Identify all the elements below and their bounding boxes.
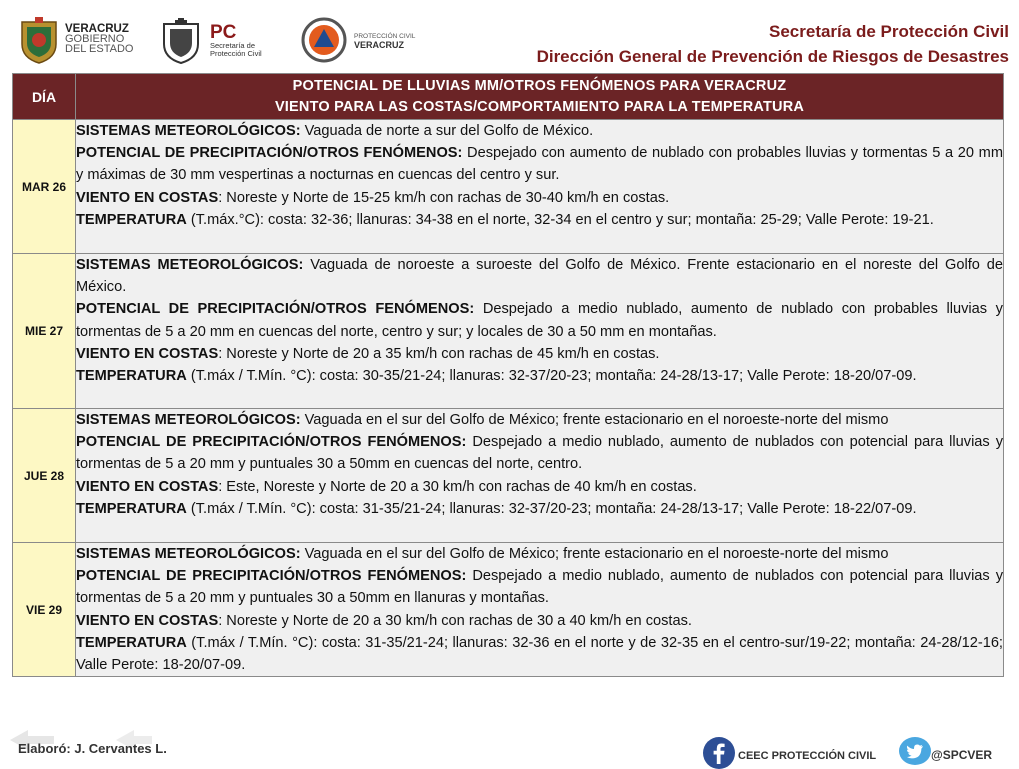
pc-line1: Secretaría de: [210, 41, 256, 50]
table-row: [13, 120, 1004, 254]
pcv-line2: VERACRUZ: [354, 40, 405, 50]
column-header-line2: VIENTO PARA LAS COSTAS/COMPORTAMIENTO PARA LA TEMPERATURA: [274, 98, 805, 115]
column-header-forecast: [76, 74, 1004, 120]
potencial-label: POTENCIAL DE PRECIPITACIÓN/OTROS FENÓMENOS:: [76, 301, 475, 318]
sistemas-text: Vaguada de noroeste a suroeste del Golfo de México. Frente estacionario en el noreste del Golfo de México.: [76, 257, 1003, 296]
forecast-cell: [76, 120, 1004, 254]
potencial-label: POTENCIAL DE PRECIPITACIÓN/OTROS FENÓMENOS:: [76, 434, 467, 451]
viento-text: : Noreste y Norte de 20 a 30 km/h con rachas de 30 a 40 km/h en costas.: [218, 612, 692, 629]
forecast-table: [12, 73, 1004, 677]
temperatura-label: TEMPERATURA: [76, 500, 187, 517]
temperatura-paragraph: [76, 209, 1003, 231]
forecast-cell: [76, 543, 1004, 677]
gobierno-line3: DEL ESTADO: [65, 43, 134, 55]
forecast-cell: [76, 254, 1004, 409]
potencial-text: Despejado a medio nublado, aumento de nublado con probables lluvias y tormentas de 5 a 20 mm en cuencas del norte, centro y sur; y locales de 30 a 50 mm en montañas.: [76, 301, 1003, 340]
viento-label: VIENTO EN COSTAS: [76, 478, 219, 495]
pc-logo: [160, 16, 280, 68]
temperatura-label: TEMPERATURA: [76, 368, 187, 385]
gobierno-line1: VERACRUZ: [65, 23, 129, 35]
civil-protection-triangle-icon: [300, 16, 348, 64]
gobierno-text: [65, 24, 133, 54]
temperatura-text: (T.máx / T.Mín. °C): costa: 31-35/21-24; llanuras: 32-36 en el norte y de 32-35 en el centro-sur/19-22; montaña: 24-28/12-16; Valle Perote: 18-20/07-09.: [76, 634, 1003, 674]
pc-line2: Protección Civil: [210, 49, 262, 58]
temperatura-text: (T.máx / T.Mín. °C): costa: 31-35/21-24; llanuras: 32-37/20-23; montaña: 24-28/13-17; Valle Perote: 18-22/07-09.: [186, 500, 917, 517]
pc-abbrev: PC: [210, 22, 237, 43]
temperatura-paragraph: [76, 365, 1003, 387]
elaboro-credit: Elaboró: J. Cervantes L.: [18, 741, 167, 756]
column-header-line1: POTENCIAL DE LLUVIAS MM/OTROS FENÓMENOS PARA VERACRUZ: [292, 77, 787, 94]
viento-label: VIENTO EN COSTAS: [76, 612, 219, 629]
sistemas-text: Vaguada de norte a sur del Golfo de México.: [300, 123, 594, 139]
sistemas-paragraph: [76, 120, 1003, 142]
coat-of-arms-icon: [18, 16, 60, 64]
column-header-day: DÍA: [13, 74, 76, 120]
potencial-text: Despejado con aumento de nublado con probables lluvias y tormentas 5 a 20 mm y máximas de 30 mm vespertinas a nocturnas en cuencas del centro y sur.: [76, 145, 1003, 184]
page-subtitle: Dirección General de Prevención de Riesgos de Desastres: [536, 47, 1009, 66]
pc-shield-icon: [160, 16, 202, 64]
page-title: Secretaría de Protección Civil: [769, 22, 1009, 41]
potencial-label: POTENCIAL DE PRECIPITACIÓN/OTROS FENÓMENOS:: [76, 568, 467, 585]
facebook-label[interactable]: CEEC PROTECCIÓN CIVIL: [738, 750, 877, 762]
temperatura-text: (T.máx / T.Mín. °C): costa: 30-35/21-24; llanuras: 32-37/20-23; montaña: 24-28/13-17; Valle Perote: 18-20/07-09.: [186, 368, 917, 385]
sistemas-paragraph: [76, 254, 1003, 298]
table-row: [13, 254, 1004, 409]
pc-veracruz-logo: [300, 16, 420, 68]
viento-text: : Noreste y Norte de 20 a 35 km/h con rachas de 45 km/h en costas.: [218, 345, 660, 362]
pc-text: [210, 24, 262, 58]
potencial-text: Despejado a medio nublado, aumento de nublados con potencial para lluvias y tormentas de 5 a 20 mm y puntuales 30 a 50mm en llanuras y montañas.: [76, 568, 1003, 607]
sistemas-label: SISTEMAS METEOROLÓGICOS:: [76, 123, 301, 139]
day-cell: MIE 27: [13, 254, 76, 409]
temperatura-paragraph: [76, 632, 1003, 676]
viento-paragraph: [76, 343, 1003, 365]
viento-label: VIENTO EN COSTAS: [76, 189, 219, 206]
pcv-text: [354, 33, 415, 49]
day-cell: VIE 29: [13, 543, 76, 677]
temperatura-label: TEMPERATURA: [76, 211, 187, 228]
potencial-paragraph: [76, 431, 1003, 475]
potencial-paragraph: [76, 565, 1003, 609]
viento-paragraph: [76, 187, 1003, 209]
viento-text: : Este, Noreste y Norte de 20 a 30 km/h con rachas de 40 km/h en costas.: [218, 478, 697, 495]
facebook-icon[interactable]: [703, 737, 735, 769]
sistemas-paragraph: [76, 543, 1003, 565]
twitter-icon[interactable]: [899, 737, 931, 765]
potencial-label: POTENCIAL DE PRECIPITACIÓN/OTROS FENÓMENOS:: [76, 145, 463, 162]
temperatura-paragraph: [76, 498, 1003, 520]
pcv-line1: PROTECCIÓN CIVIL: [354, 33, 416, 40]
sistemas-label: SISTEMAS METEOROLÓGICOS:: [76, 412, 301, 428]
twitter-label[interactable]: @SPCVER: [931, 748, 993, 762]
table-header-row: [13, 74, 1004, 120]
forecast-cell: [76, 409, 1004, 543]
viento-paragraph: [76, 610, 1003, 632]
table-row: [13, 543, 1004, 677]
day-cell: MAR 26: [13, 120, 76, 254]
viento-text: : Noreste y Norte de 15-25 km/h con rachas de 30-40 km/h en costas.: [218, 189, 670, 206]
potencial-paragraph: [76, 298, 1003, 342]
potencial-text: Despejado a medio nublado, aumento de nublados con potencial para lluvias y tormentas de 5 a 20 mm y puntuales 30 a 50mm en cuencas del norte, centro.: [76, 434, 1003, 473]
sistemas-label: SISTEMAS METEOROLÓGICOS:: [76, 257, 304, 273]
header-titles: [537, 19, 1009, 69]
sistemas-paragraph: [76, 409, 1003, 431]
day-cell: JUE 28: [13, 409, 76, 543]
potencial-paragraph: [76, 142, 1003, 186]
viento-label: VIENTO EN COSTAS: [76, 345, 219, 362]
gobierno-line2: GOBIERNO: [65, 33, 125, 45]
sistemas-text: Vaguada en el sur del Golfo de México; frente estacionario en el noroeste-norte del mismo: [300, 546, 889, 562]
sistemas-text: Vaguada en el sur del Golfo de México; frente estacionario en el noroeste-norte del mismo: [300, 412, 889, 428]
page-header: [0, 0, 1019, 72]
gobierno-veracruz-logo: [18, 16, 158, 68]
temperatura-label: TEMPERATURA: [76, 634, 187, 651]
table-row: [13, 409, 1004, 543]
viento-paragraph: [76, 476, 1003, 498]
sistemas-label: SISTEMAS METEOROLÓGICOS:: [76, 546, 301, 562]
temperatura-text: (T.máx.°C): costa: 32-36; llanuras: 34-38 en el norte, 32-34 en el centro y sur; montaña: 25-29; Valle Perote: 19-21.: [186, 211, 934, 228]
